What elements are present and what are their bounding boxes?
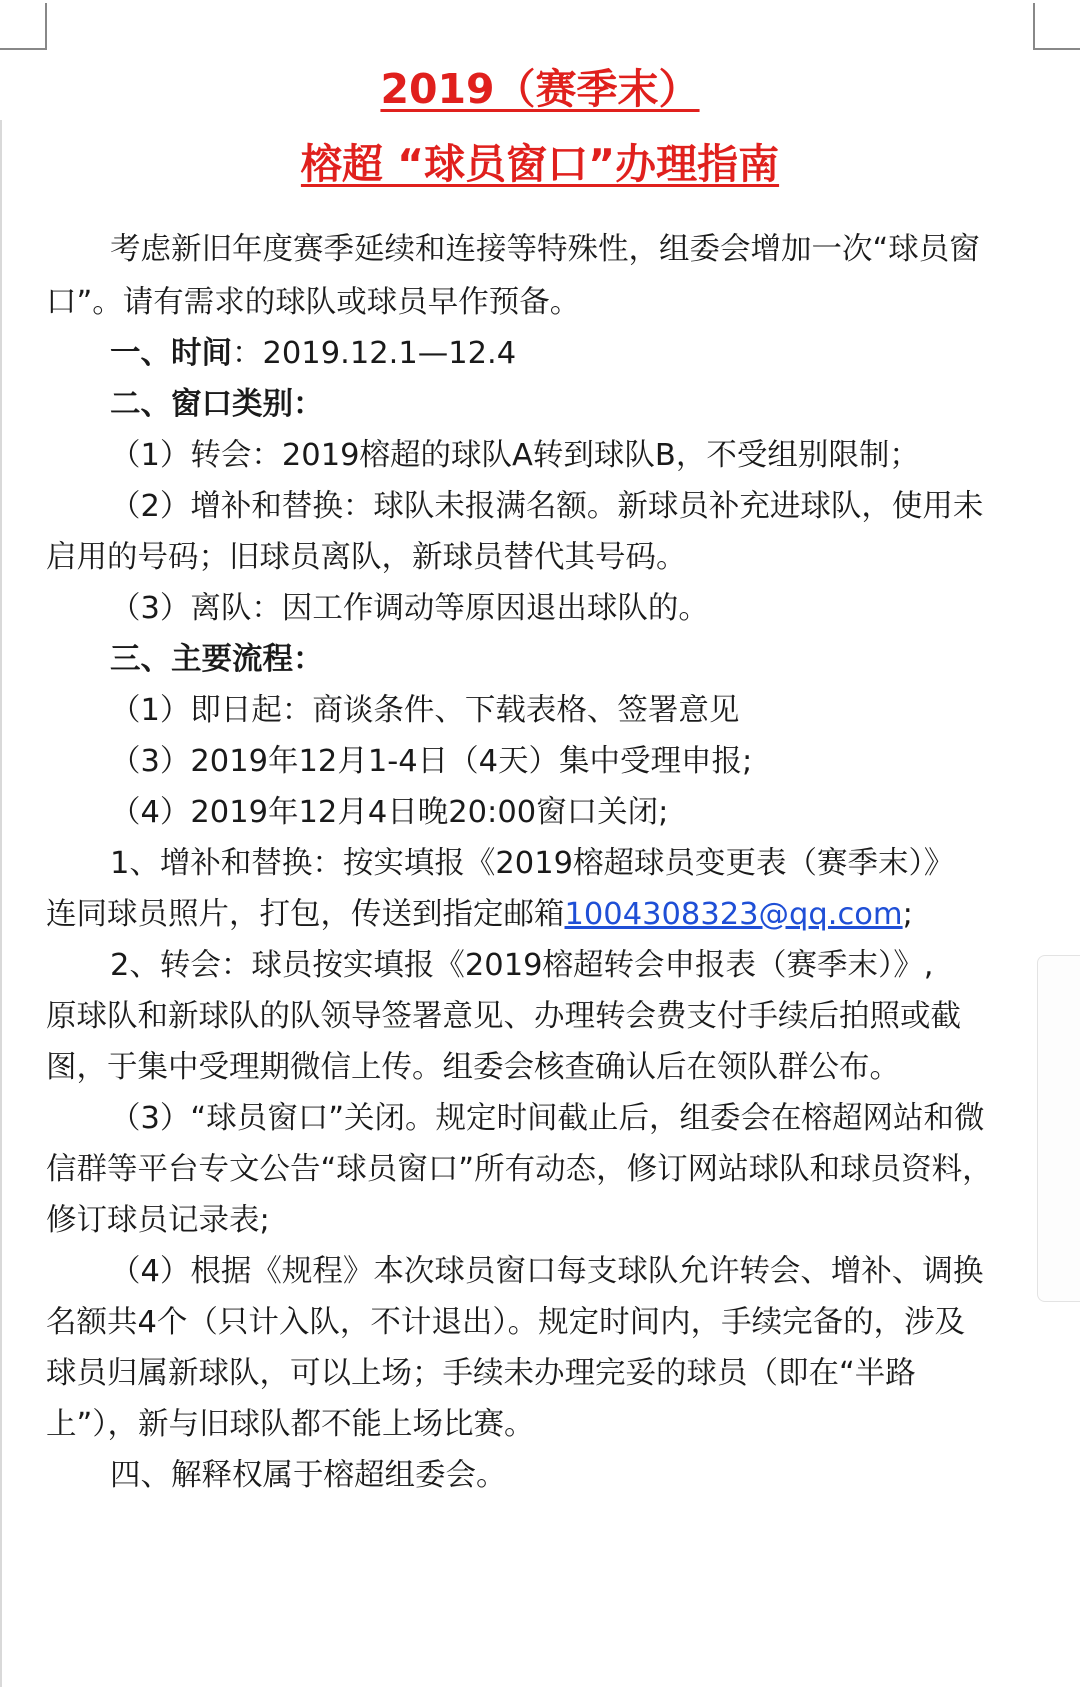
item-4-line-3: 球员归属新球队，可以上场；手续未办理完妥的球员（即在“半路: [46, 1356, 916, 1391]
item-2-line-2: 原球队和新球队的队领导签署意见、办理转会费支付手续后拍照或截: [46, 999, 961, 1034]
item-2-line-3: 图，于集中受理期微信上传。组委会核查确认后在领队群公布。: [46, 1050, 900, 1085]
section-categories-heading: 二、窗口类别：: [110, 387, 324, 422]
section-time: [110, 334, 1080, 374]
item-1-line-2-end: ;: [902, 897, 913, 932]
section-process-heading: 三、主要流程：: [110, 642, 324, 677]
process-step-3: （3）2019年12月1-4日（4天）集中受理申报;: [110, 744, 753, 779]
item-4-line-1: （4）根据《规程》本次球员窗口每支球队允许转会、增补、调换: [110, 1254, 984, 1289]
category-2-line-2: 启用的号码；旧球员离队，新球员替代其号码。: [46, 540, 687, 575]
category-1: （1）转会：2019榕超的球队A转到球队B，不受组别限制；: [110, 438, 920, 473]
item-4-line-2: 名额共4个（只计入队，不计退出）。规定时间内，手续完备的，涉及: [46, 1305, 966, 1340]
section-time-value: ：2019.12.1—12.4: [232, 336, 517, 371]
item-3-line-1: （3）“球员窗口”关闭。规定时间截止后，组委会在榕超网站和微: [110, 1101, 985, 1136]
intro-line-1: 考虑新旧年度赛季延续和连接等特殊性，组委会增加一次“球员窗: [110, 232, 980, 267]
process-step-4: （4）2019年12月4日晚20:00窗口关闭;: [110, 795, 669, 830]
section-interpretation: 四、解释权属于榕超组委会。: [110, 1458, 507, 1493]
crop-mark-top-left: [0, 3, 47, 50]
category-3: （3）离队：因工作调动等原因退出球队的。: [110, 591, 709, 626]
item-1-line-2-text: 连同球员照片，打包，传送到指定邮箱: [46, 897, 565, 932]
category-2-line-1: （2）增补和替换：球队未报满名额。新球员补充进球队，使用未: [110, 489, 984, 524]
crop-mark-top-right: [1033, 3, 1080, 50]
item-4-line-4: 上”），新与旧球队都不能上场比赛。: [46, 1407, 535, 1442]
title-line-1: 2019（赛季末）: [380, 65, 700, 113]
item-3-line-2: 信群等平台专文公告“球员窗口”所有动态，修订网站球队和球员资料，: [46, 1152, 993, 1187]
process-step-1: （1）即日起：商谈条件、下载表格、签署意见: [110, 693, 740, 728]
page-edge: [0, 120, 2, 1687]
item-3-line-3: 修订球员记录表;: [46, 1203, 270, 1238]
intro-line-2: 口”。请有需求的球队或球员早作预备。: [46, 285, 581, 320]
email-link[interactable]: 1004308323@qq.com: [564, 897, 903, 932]
item-1-line-2: [46, 895, 1046, 935]
item-1-line-1: 1、增补和替换：按实填报《2019榕超球员变更表（赛季末）》: [110, 846, 955, 881]
title-line-2: 榕超 “球员窗口”办理指南: [300, 140, 780, 188]
section-time-label: 一、时间: [110, 336, 232, 371]
item-2-line-1: 2、转会：球员按实填报《2019榕超转会申报表（赛季末）》,: [110, 948, 934, 983]
